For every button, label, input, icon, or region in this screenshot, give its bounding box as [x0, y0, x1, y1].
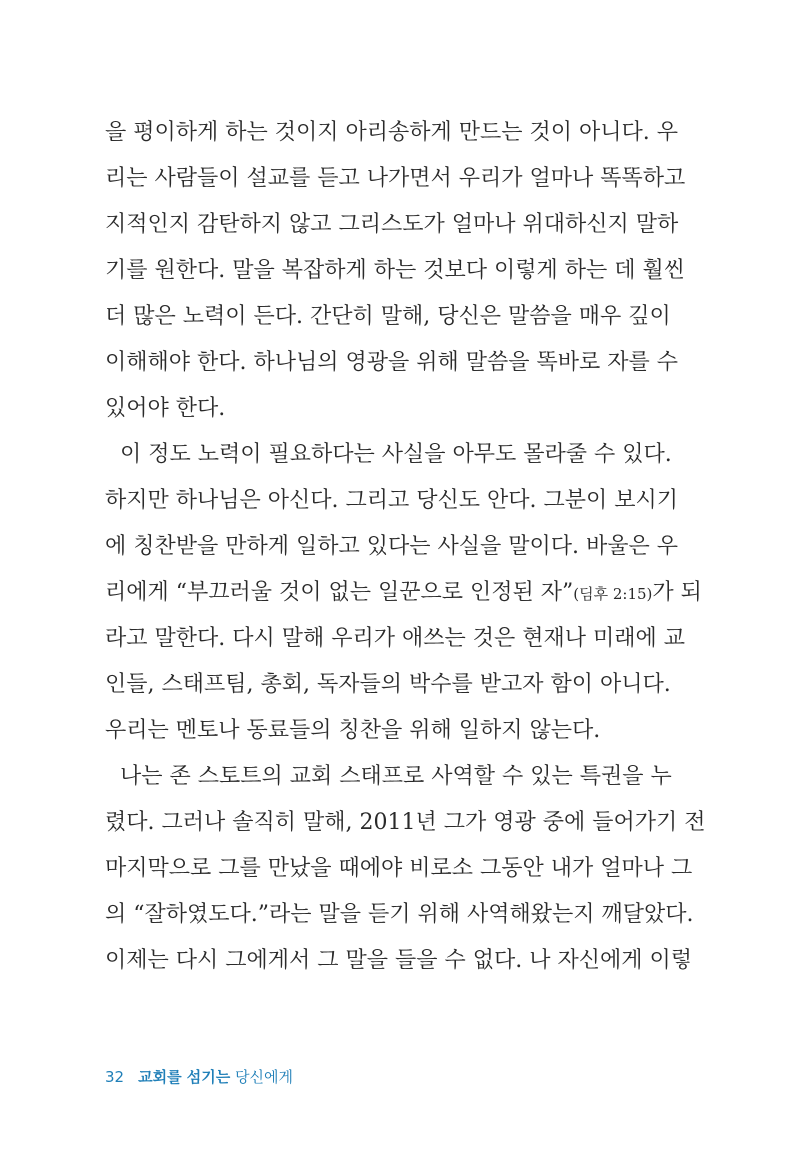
text-line: 더 많은 노력이 든다. 간단히 말해, 당신은 말씀을 매우 깊이 — [105, 304, 671, 329]
text-line: 리는 사람들이 설교를 듣고 나가면서 우리가 얼마나 똑똑하고 — [105, 166, 686, 191]
quote-line-end: 가 되 — [652, 580, 702, 605]
text-line: 에 칭찬받을 만하게 일하고 있다는 사실을 말이다. 바울은 우 — [105, 534, 678, 559]
text-line: 라고 말한다. 다시 말해 우리가 애쓰는 것은 현재나 미래에 교 — [105, 626, 685, 651]
book-title-rest: 당신에게 — [230, 1068, 293, 1086]
text-line: 인들, 스태프팀, 총회, 독자들의 박수를 받고자 함이 아니다. — [105, 672, 671, 697]
paragraph-end-line: 우리는 멘토나 동료들의 칭찬을 위해 일하지 않는다. — [105, 718, 601, 743]
page-number: 32 — [105, 1068, 125, 1086]
text-line: 하지만 하나님은 아신다. 그리고 당신도 안다. 그분이 보시기 — [105, 488, 678, 513]
text-line: 기를 원한다. 말을 복잡하게 하는 것보다 이렇게 하는 데 훨씬 — [105, 258, 685, 283]
text-line: 마지막으로 그를 만났을 때에야 비로소 그동안 내가 얼마나 그 — [105, 856, 693, 881]
body-text — [105, 110, 706, 984]
quote-line — [105, 570, 702, 616]
text-line: 렸다. 그러나 솔직히 말해, 2011년 그가 영광 중에 들어가기 전 — [105, 810, 706, 835]
scripture-reference: (딤후 2:15) — [573, 585, 653, 603]
text-line: 이제는 다시 그에게서 그 말을 들을 수 없다. 나 자신에게 이렇 — [105, 948, 692, 973]
text-line: 의 “잘하였도다.”라는 말을 듣기 위해 사역해왔는지 깨달았다. — [105, 902, 694, 927]
paragraph-start-line: 이 정도 노력이 필요하다는 사실을 아무도 몰라줄 수 있다. — [120, 442, 672, 467]
text-line: 을 평이하게 하는 것이지 아리송하게 만드는 것이 아니다. 우 — [105, 120, 678, 145]
quote-text: 리에게 “부끄러울 것이 없는 일꾼으로 인정된 자” — [105, 580, 574, 605]
book-title-bold: 교회를 섬기는 — [138, 1068, 231, 1086]
page-footer — [105, 1066, 293, 1087]
paragraph-start-line: 나는 존 스토트의 교회 스태프로 사역할 수 있는 특권을 누 — [120, 764, 672, 789]
paragraph-end-line: 있어야 한다. — [105, 396, 226, 421]
text-line: 이해해야 한다. 하나님의 영광을 위해 말씀을 똑바로 자를 수 — [105, 350, 678, 375]
text-line: 지적인지 감탄하지 않고 그리스도가 얼마나 위대하신지 말하 — [105, 212, 679, 237]
